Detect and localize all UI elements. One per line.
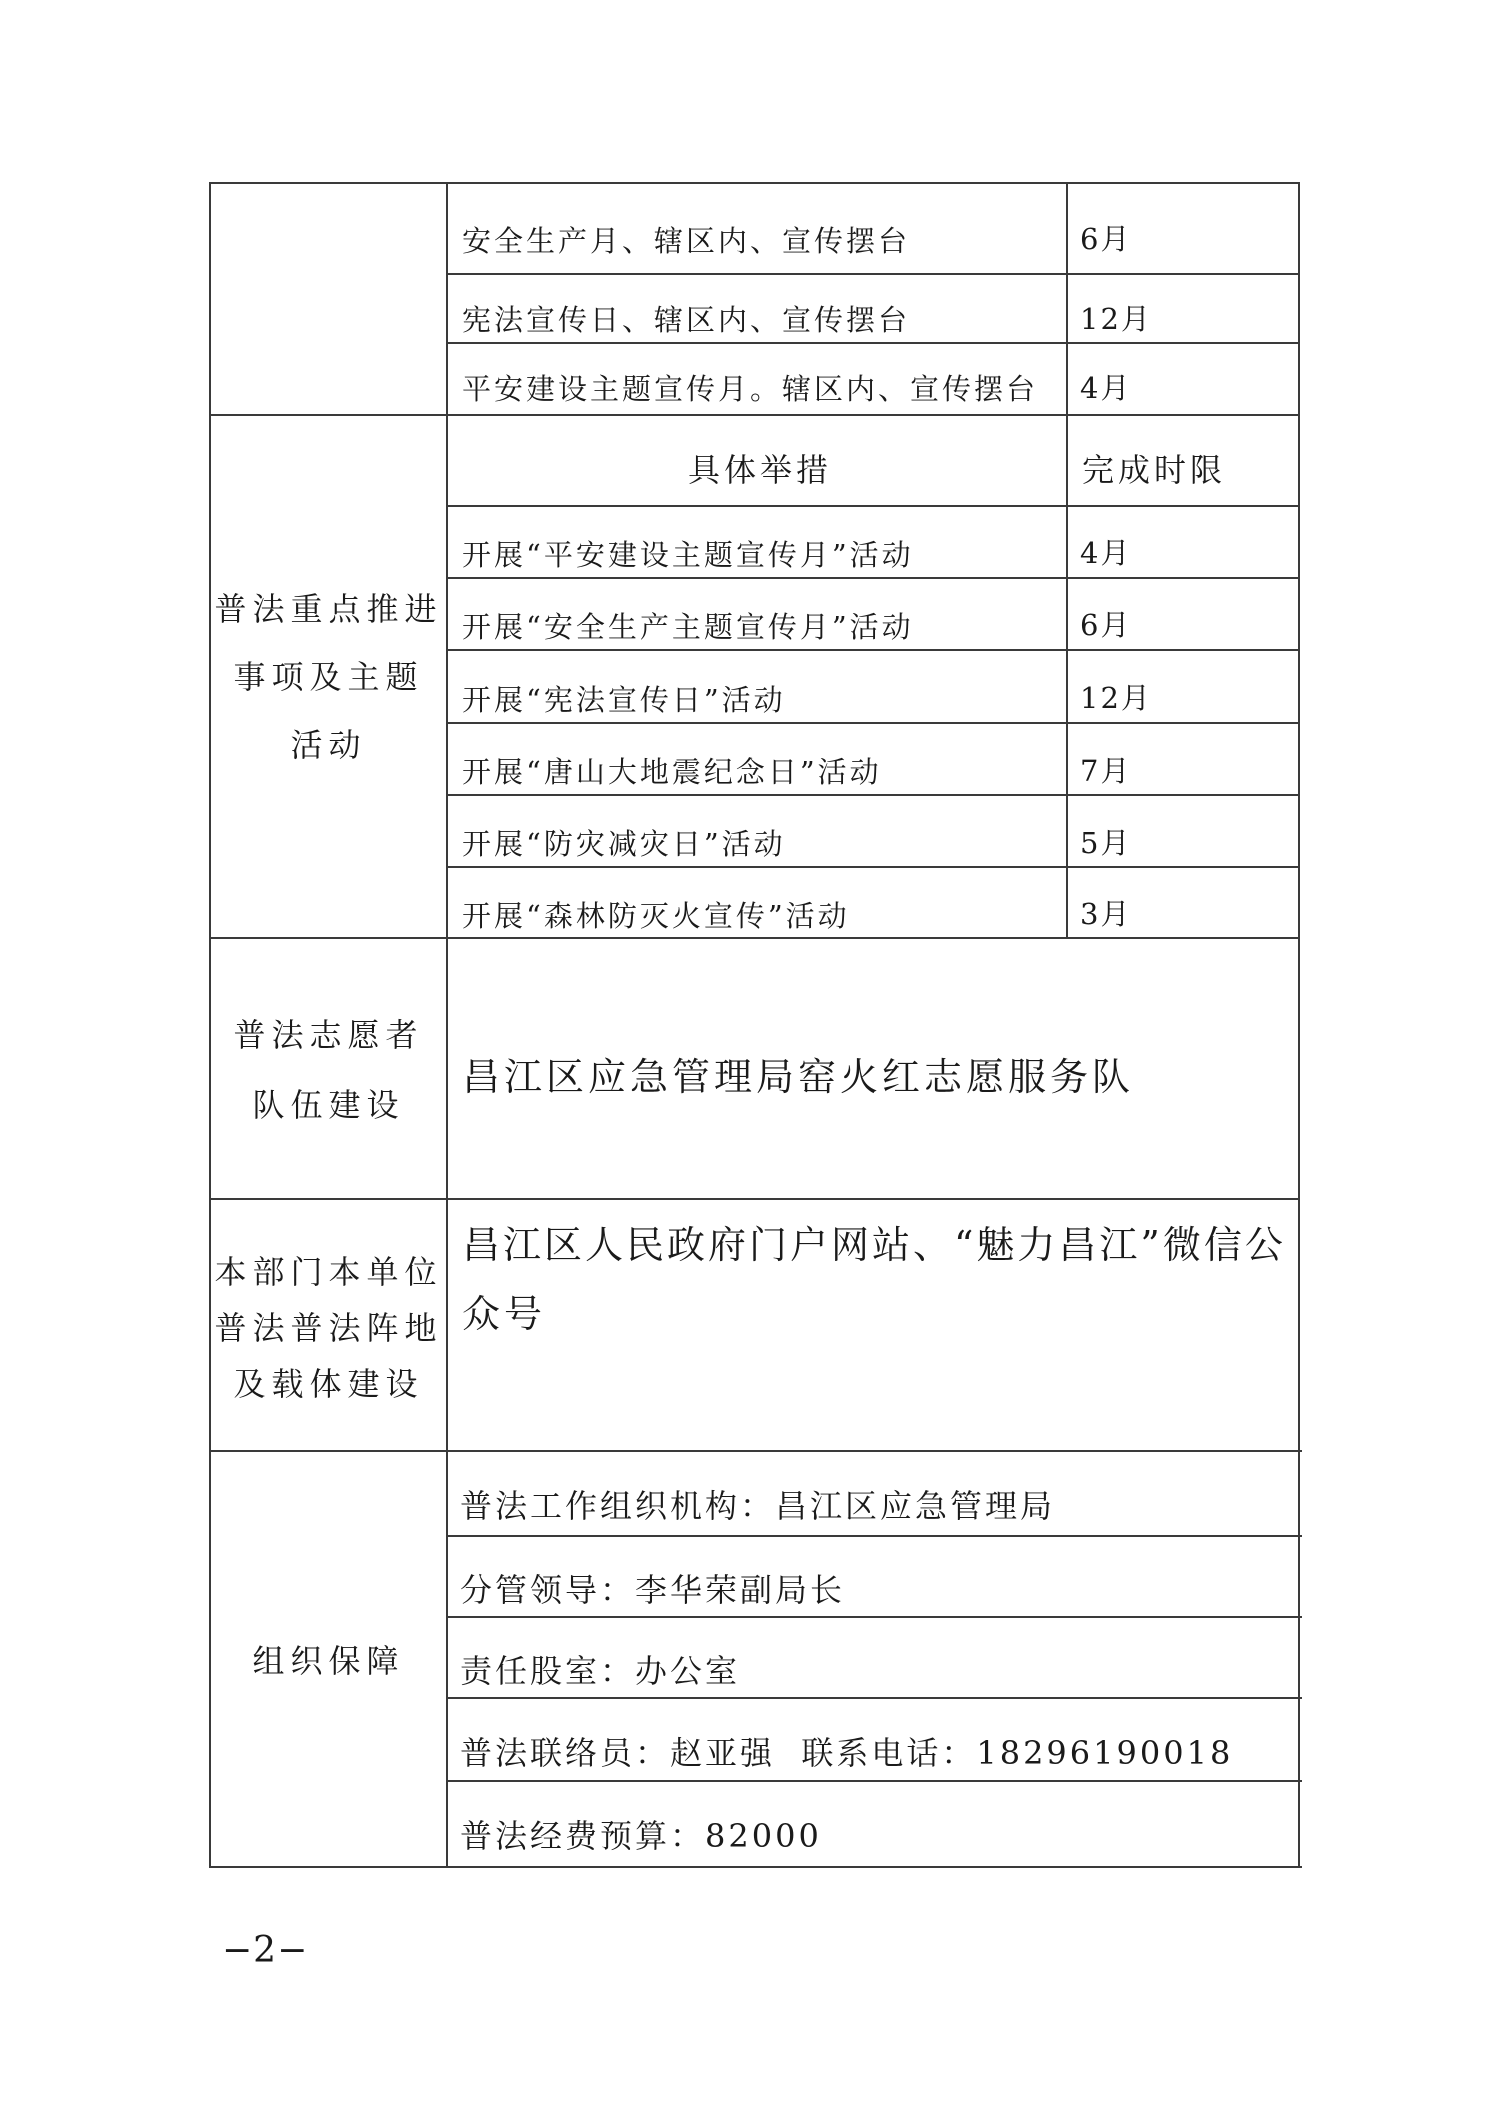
org-row-3: 责任股室：办公室	[460, 1652, 741, 1690]
key-row-measure-4: 开展“唐山大地震纪念日”活动	[462, 755, 882, 789]
volunteer-label	[211, 970, 446, 1170]
top-row-measure-1: 安全生产月、辖区内、宣传摆台	[462, 224, 911, 258]
organization-label-text: 组织保障	[252, 1642, 405, 1680]
org-row-1: 普法工作组织机构：昌江区应急管理局	[460, 1487, 1056, 1525]
position-label	[211, 1205, 446, 1450]
key-row-measure-2: 开展“安全生产主题宣传月”活动	[462, 610, 914, 644]
org-row-4: 普法联络员：赵亚强 联系电话：18296190018	[460, 1734, 1234, 1772]
top-row-measure-2: 宪法宣传日、辖区内、宣传摆台	[462, 303, 911, 337]
volunteer-label-line-2: 队伍建设	[252, 1086, 405, 1124]
key-items-label-line-2: 事项及主题	[233, 657, 424, 696]
key-items-label-line-3: 活动	[290, 725, 367, 764]
header-measure: 具体举措	[688, 451, 833, 489]
key-row-measure-5: 开展“防灾减灾日”活动	[462, 827, 786, 861]
volunteer-label-line-1: 普法志愿者	[233, 1016, 424, 1054]
top-row-deadline-2: 12月	[1080, 302, 1152, 336]
key-row-measure-3: 开展“宪法宣传日”活动	[462, 683, 786, 717]
key-row-deadline-4: 7月	[1080, 754, 1132, 788]
position-content-line-1: 昌江区人民政府门户网站、“魅力昌江”微信公	[462, 1223, 1286, 1267]
top-row-deadline-3: 4月	[1080, 371, 1132, 405]
header-deadline: 完成时限	[1082, 451, 1227, 489]
page-number: −2−	[222, 1930, 309, 1971]
key-row-measure-6: 开展“森林防灭火宣传”活动	[462, 899, 850, 933]
key-items-label-line-1: 普法重点推进	[214, 589, 443, 628]
top-row-measure-3: 平安建设主题宣传月。辖区内、宣传摆台	[462, 372, 1039, 406]
position-label-line-1: 本部门本单位	[214, 1252, 443, 1291]
position-label-line-3: 及载体建设	[233, 1364, 424, 1403]
key-row-deadline-1: 4月	[1080, 536, 1132, 570]
organization-label	[211, 1452, 446, 1866]
position-label-line-2: 普法普法阵地	[214, 1308, 443, 1347]
org-row-2: 分管领导：李华荣副局长	[460, 1571, 846, 1609]
top-row-deadline-1: 6月	[1080, 222, 1132, 256]
key-row-deadline-3: 12月	[1080, 681, 1152, 715]
position-content-line-2: 众号	[462, 1292, 547, 1336]
volunteer-content: 昌江区应急管理局窑火红志愿服务队	[462, 1055, 1135, 1099]
key-items-label	[211, 416, 446, 937]
key-row-deadline-2: 6月	[1080, 608, 1132, 642]
key-row-deadline-6: 3月	[1080, 897, 1132, 931]
key-row-deadline-5: 5月	[1080, 826, 1132, 860]
key-row-measure-1: 开展“平安建设主题宣传月”活动	[462, 538, 914, 572]
org-row-5: 普法经费预算：82000	[460, 1817, 822, 1855]
